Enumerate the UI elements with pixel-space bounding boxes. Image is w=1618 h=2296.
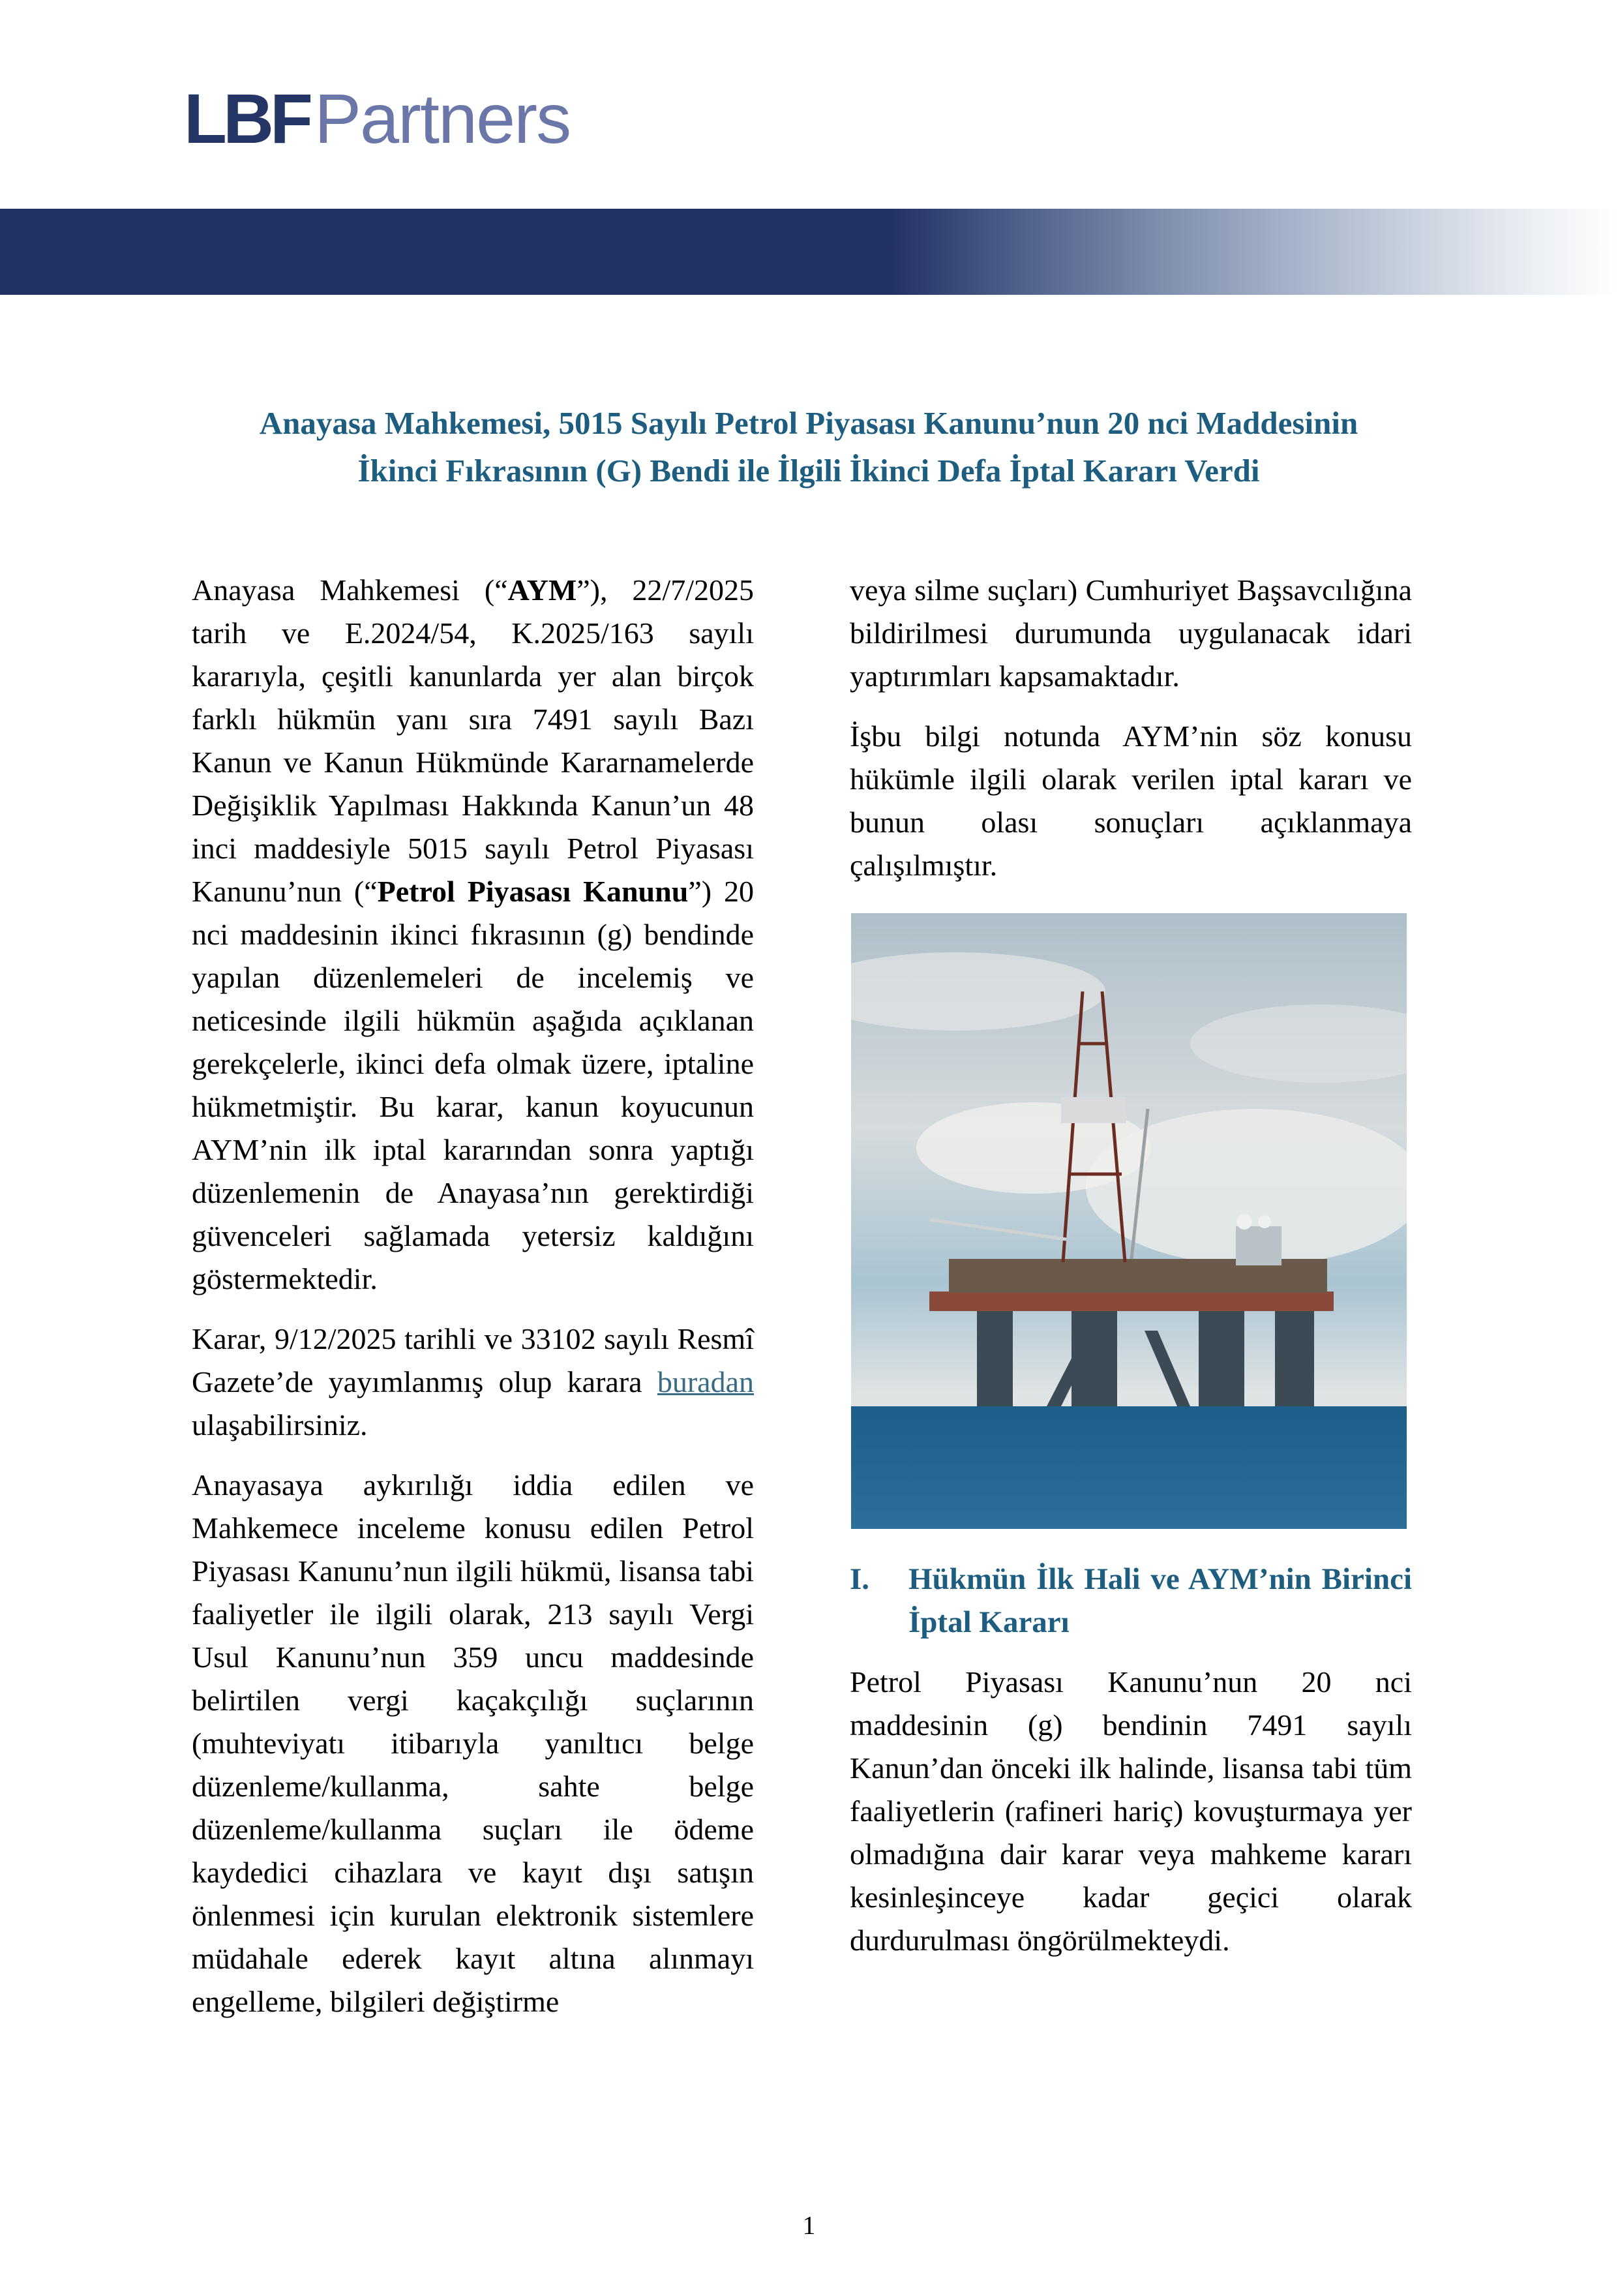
- document-title: [170, 399, 1448, 494]
- gazette-paragraph: [192, 1318, 754, 1447]
- intro-paragraph: [192, 569, 754, 1301]
- right-column: [850, 569, 1412, 1979]
- section-title: Hükmün İlk Hali ve AYM’nin Birinci İptal Kararı: [908, 1562, 1412, 1639]
- left-column: [192, 569, 754, 2040]
- section-number: I.: [850, 1562, 870, 1596]
- text-run: Karar, 9/12/2025 tarihli ve 33102 sayılı Resmî Gazete’de yayımlanmış olup karara: [192, 1322, 754, 1398]
- text-run: ulaşabilirsiniz.: [192, 1408, 368, 1442]
- decision-link[interactable]: buradan: [657, 1365, 754, 1398]
- offshore-oil-rig-photo: [851, 913, 1407, 1529]
- section-heading-1: [850, 1558, 1412, 1644]
- company-logo: [184, 79, 571, 158]
- section-1-paragraph: Petrol Piyasası Kanunu’nun 20 nci maddesinin (g) bendinin 7491 sayılı Kanun’dan önceki ilk halinde, lisansa tabi tüm faaliyetlerin (rafineri hariç) kovuşturmaya yer olmadığına dair karar veya mahkeme kararı kesinleşinceye kadar geçici olarak durdurulması öngörülmekteydi.: [850, 1665, 1412, 1957]
- defined-term-aym: AYM: [507, 573, 577, 607]
- purpose-paragraph: İşbu bilgi notunda AYM’nin söz konusu hükümle ilgili olarak verilen iptal kararı ve bunun olası sonuçları açıklanmaya çalışılmıştır.: [850, 719, 1412, 882]
- text-run: Anayasa Mahkemesi (“: [192, 573, 508, 607]
- logo-partners: Partners: [314, 79, 571, 158]
- title-line-1: Anayasa Mahkemesi, 5015 Sayılı Petrol Piyasası Kanunu’nun 20 nci Maddesinin: [259, 405, 1358, 441]
- title-line-2: İkinci Fıkrasının (G) Bendi ile İlgili İkinci Defa İptal Kararı Verdi: [357, 453, 1260, 489]
- text-run: ”), 22/7/2025 tarih ve E.2024/54, K.2025/163 sayılı kararıyla, çeşitli kanunlarda yer alan birçok farklı hükmün yanı sıra 7491 sayılı Bazı Kanun ve Kanun Hükmünde Kararnamelerde Değişiklik Yapılması Hakkında Kanun’un 48 inci maddesiyle 5015 sayılı Petrol Piyasası Kanunu’nun (“: [192, 573, 754, 908]
- continuation-paragraph: veya silme suçları) Cumhuriyet Başsavcılığına bildirilmesi durumunda uygulanacak idari yaptırımları kapsamaktadır.: [850, 573, 1412, 693]
- text-run: ”) 20 nci maddesinin ikinci fıkrasının (g) bendinde yapılan düzenlemeleri de incelemiş ve neticesinde ilgili hükmün aşağıda açıklanan gerekçelerle, ikinci defa olmak üzere, iptaline hükmetmiştir. Bu karar, kanun koyucunun AYM’nin ilk iptal kararından sonra yaptığı düzenlemenin de Anayasa’nın gerektirdiği güvenceleri sağlamada yetersiz kaldığını göstermektedir.: [192, 875, 754, 1295]
- header-banner: [0, 209, 1618, 295]
- defined-term-petrol-piyasasi-kanunu: Petrol Piyasası Kanunu: [377, 875, 689, 908]
- page-number: 1: [802, 2211, 816, 2240]
- provision-paragraph: Anayasaya aykırılığı iddia edilen ve Mahkemece inceleme konusu edilen Petrol Piyasası Kanunu’nun ilgili hükmü, lisansa tabi faaliyetler ile ilgili olarak, 213 sayılı Vergi Usul Kanunu’nun 359 uncu maddesinde belirtilen vergi kaçakçılığı suçlarının (muhteviyatı itibarıyla yanıltıcı belge düzenleme/kullanma, sahte belge düzenleme/kullanma suçları ile ödeme kaydedici cihazlara ve kayıt dışı satışın önlenmesi için kurulan elektronik sistemlere müdahale ederek kayıt altına alınmayı engelleme, bilgileri değiştirme: [192, 1468, 754, 2018]
- logo-lbf: LBF: [184, 79, 309, 158]
